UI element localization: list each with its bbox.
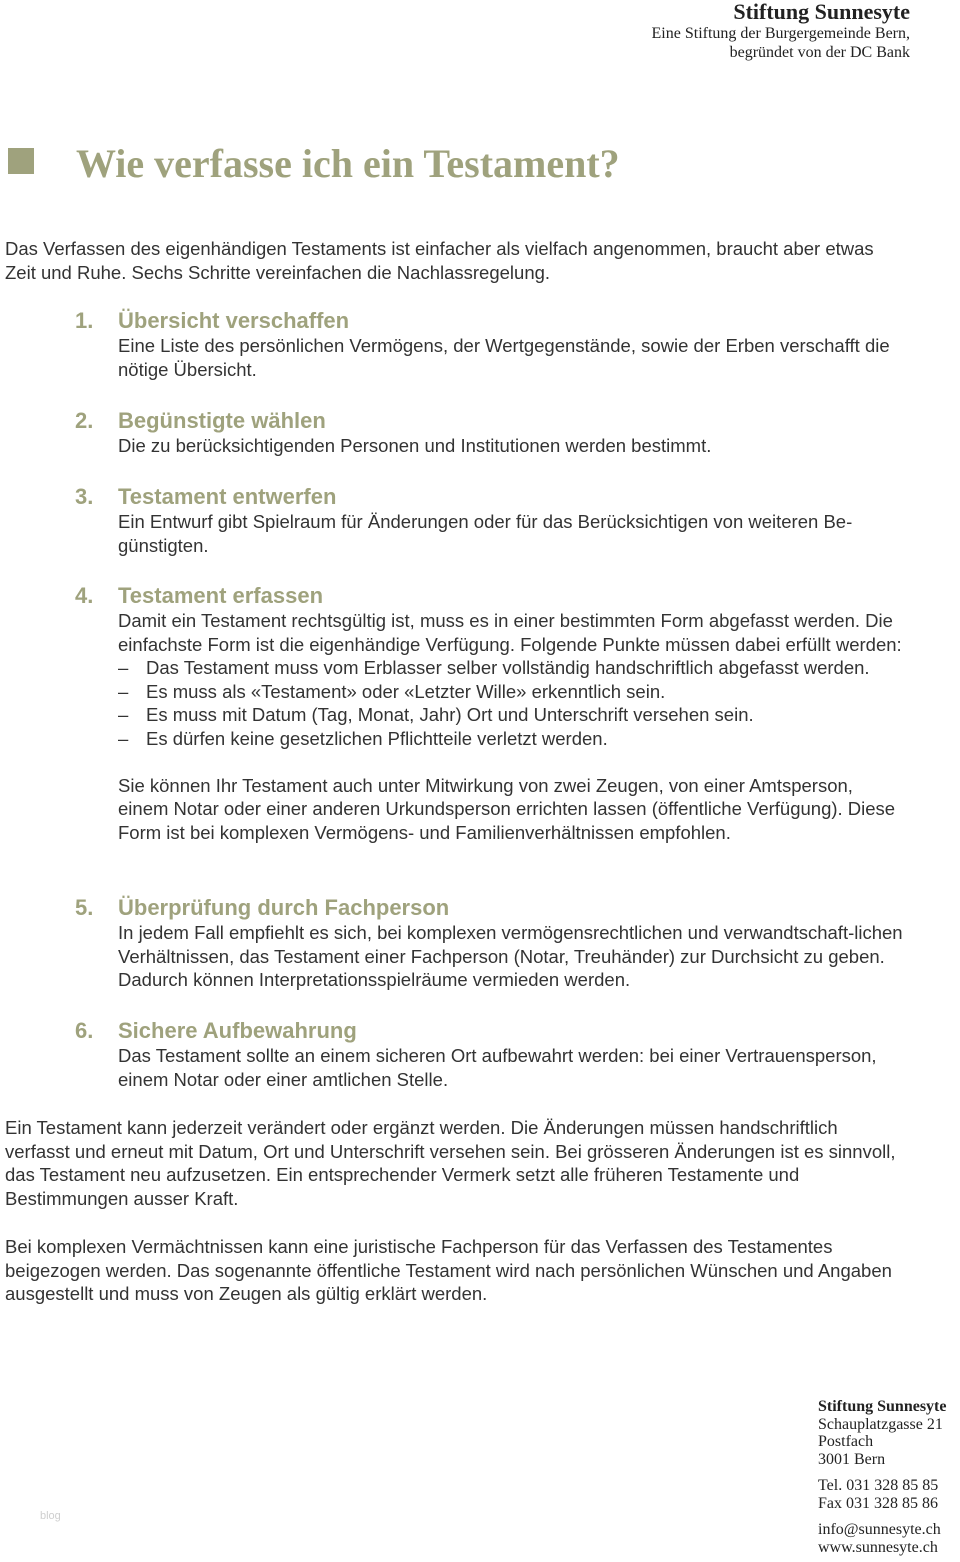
intro-paragraph: Das Verfassen des eigenhändigen Testaments ist einfacher als vielfach angenommen, braucht aber etwas Zeit und Ruhe. Sechs Schritte vereinfachen die Nachlassregelung. bbox=[5, 238, 874, 283]
footer-street: Schauplatzgasse 21 bbox=[818, 1415, 943, 1433]
title-square-icon bbox=[8, 148, 34, 174]
step-title: Begünstigte wählen bbox=[118, 408, 326, 433]
footer-city: 3001 Bern bbox=[818, 1450, 886, 1468]
step-text: Eine Liste des persönlichen Vermögens, der Wertgegenstände, sowie der Erben verschafft die nötige Übersicht. bbox=[118, 335, 890, 380]
footer-organization-name: Stiftung Sunnesyte bbox=[818, 1398, 947, 1415]
dash-icon: – bbox=[118, 657, 129, 678]
step-body bbox=[118, 609, 908, 844]
step-title: Testament entwerfen bbox=[118, 484, 337, 509]
footer-email-link[interactable]: info@sunnesyte.ch bbox=[818, 1521, 941, 1538]
organization-subtitle-line-2: begründet von der DC Bank bbox=[729, 44, 910, 61]
step-text: Die zu berücksichtigenden Personen und Institutionen werden bestimmt. bbox=[118, 435, 712, 456]
step-number: 2. bbox=[75, 408, 94, 433]
step-number: 5. bbox=[75, 895, 94, 920]
step-text: In jedem Fall empfiehlt es sich, bei komplexen vermögensrechtlichen und verwandtschaft-lichen Verhältnissen, das Testament einer Fachperson (Notar, Treuhänder) zur Durchsicht zu geben. Dadurch können Interpretationsspielräume vermieden werden. bbox=[118, 922, 903, 990]
list-item-text: Es muss mit Datum (Tag, Monat, Jahr) Ort und Unterschrift versehen sein. bbox=[146, 704, 754, 725]
step-title: Überprüfung durch Fachperson bbox=[118, 895, 450, 920]
step-title: Sichere Aufbewahrung bbox=[118, 1018, 357, 1043]
step-text: Damit ein Testament rechtsgültig ist, muss es in einer bestimmten Form abgefasst werden. Die einfachste Form ist die eigenhändige Verfügung. Folgende Punkte müssen dabei erfüllt werden: bbox=[118, 610, 902, 655]
step-text: Ein Entwurf gibt Spielraum für Änderungen oder für das Berücksichtigen von weiteren Be-günstigten. bbox=[118, 511, 853, 556]
organization-header bbox=[652, 0, 910, 62]
list-item bbox=[118, 656, 908, 680]
step-text: Das Testament sollte an einem sicheren Ort aufbewahrt werden: bei einer Vertrauensperson, einem Notar oder einer amtlichen Stelle. bbox=[118, 1045, 877, 1090]
dash-icon: – bbox=[118, 704, 129, 725]
list-item bbox=[118, 727, 908, 751]
footer-phone: Tel. 031 328 85 85 bbox=[818, 1477, 939, 1494]
requirements-list bbox=[118, 656, 908, 750]
step-extra-text: Sie können Ihr Testament auch unter Mitwirkung von zwei Zeugen, von einer Amtsperson, einem Notar oder einer anderen Urkundsperson errichten lassen (öffentliche Verfügung). Diese Form ist bei komplexen Vermögens- und Familienverhältnissen empfohlen. bbox=[118, 774, 896, 843]
organization-subtitle-line-1: Eine Stiftung der Burgergemeinde Bern, bbox=[651, 25, 910, 42]
footer-website-link[interactable]: www.sunnesyte.ch bbox=[818, 1538, 938, 1556]
closing-paragraph-1: Ein Testament kann jederzeit verändert oder ergänzt werden. Die Änderungen müssen handschriftlich verfasst und erneut mit Datum, Ort und Unterschrift versehen sein. Bei grösseren Änderungen ist es sinnvoll, das Testament neu aufzusetzen. Ein entsprechender Vermerk setzt alle früheren Testamente und Bestimmungen ausser Kraft. bbox=[5, 1117, 896, 1209]
step-number: 1. bbox=[75, 308, 94, 333]
organization-name: Stiftung Sunnesyte bbox=[733, 0, 910, 24]
footer-po-box: Postfach bbox=[818, 1433, 874, 1450]
step-number: 6. bbox=[75, 1018, 94, 1043]
step-number: 3. bbox=[75, 484, 94, 509]
step-number: 4. bbox=[75, 583, 94, 608]
list-item bbox=[118, 680, 908, 704]
step-title: Übersicht verschaffen bbox=[118, 308, 350, 333]
footer-fax: Fax 031 328 85 86 bbox=[818, 1494, 938, 1512]
list-item-text: Es dürfen keine gesetzlichen Pflichtteile verletzt werden. bbox=[146, 727, 608, 749]
contact-footer bbox=[818, 1398, 960, 1556]
list-item-text: Es muss als «Testament» oder «Letzter Wille» erkenntlich sein. bbox=[146, 680, 666, 702]
page-title: Wie verfasse ich ein Testament? bbox=[76, 141, 620, 186]
step-title: Testament erfassen bbox=[118, 583, 324, 608]
list-item-text: Das Testament muss vom Erblasser selber vollständig handschriftlich abgefasst werden. bbox=[146, 657, 870, 678]
closing-paragraph-2: Bei komplexen Vermächtnissen kann eine juristische Fachperson für das Verfassen des Testamentes beigezogen werden. Das sogenannte öffentliche Testament wird nach persönlichen Wünschen und Angaben ausgestellt und muss von Zeugen als gültig erklärt werden. bbox=[5, 1236, 892, 1304]
dash-icon: – bbox=[118, 727, 129, 749]
dash-icon: – bbox=[118, 680, 129, 702]
list-item bbox=[118, 703, 908, 727]
watermark: blog bbox=[40, 1510, 61, 1522]
